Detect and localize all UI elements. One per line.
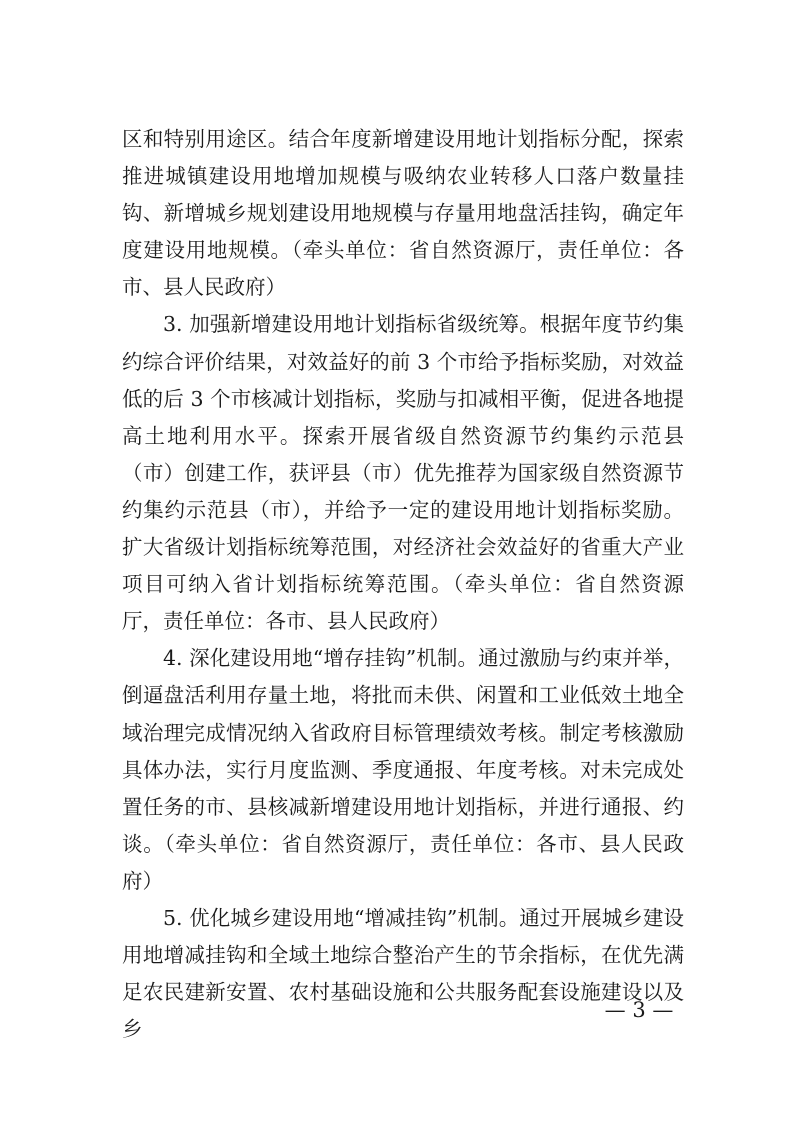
paragraph-4: 5. 优化城乡建设用地“增减挂钩”机制。通过开展城乡建设用地增减挂钩和全域土地综合整治产生的节余指标，在优先满足农民建新安置、农村基础设施和公共服务配套设施建设以及乡: [122, 905, 684, 1042]
page-number: — 3 —: [604, 998, 674, 1022]
paragraph-2: 3. 加强新增建设用地计划指标省级统筹。根据年度节约集约综合评价结果，对效益好的前 3 个市给予指标奖励，对效益低的后 3 个市核减计划指标，奖励与扣减相平衡，促进各地提高土地利用水平。探索开展省级自然资源节约集约示范县（市）创建工作，获评县（市）优先推荐为国家级自然资源节约集约示范县（市），并给予一定的建设用地计划指标奖励。扩大省级计划指标统筹范围，对经济社会效益好的省重大产业项目可纳入省计划指标统筹范围。（牵头单位：省自然资源厅，责任单位：各市、县人民政府）: [122, 312, 684, 634]
body-text: [122, 121, 684, 1048]
paragraph-3: 4. 深化建设用地“增存挂钩”机制。通过激励与约束并举，倒逼盘活利用存量土地，将批而未供、闲置和工业低效土地全域治理完成情况纳入省政府目标管理绩效考核。制定考核激励具体办法，实行月度监测、季度通报、年度考核。对未完成处置任务的市、县核减新增建设用地计划指标，并进行通报、约谈。（牵头单位：省自然资源厅，责任单位：各市、县人民政府）: [122, 646, 684, 893]
paragraph-1: 区和特别用途区。结合年度新增建设用地计划指标分配，探索推进城镇建设用地增加规模与吸纳农业转移人口落户数量挂钩、新增城乡规划建设用地规模与存量用地盘活挂钩，确定年度建设用地规模。（牵头单位：省自然资源厅，责任单位：各市、县人民政府）: [122, 127, 684, 300]
